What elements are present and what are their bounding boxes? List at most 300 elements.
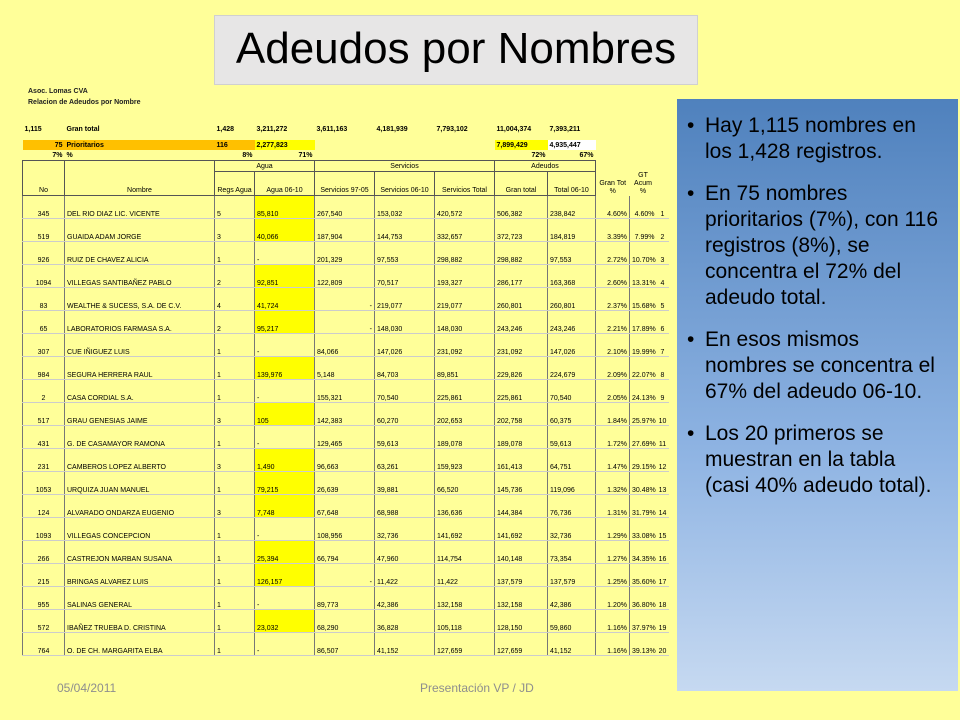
row-regs-agua: 1 — [215, 472, 255, 495]
percent-gran-total: 72% — [531, 151, 546, 159]
row-rank: 1 — [657, 196, 669, 219]
row-gran-total: 144,384 — [495, 495, 548, 518]
row-gran-tot-pct: 2.21% — [596, 311, 630, 334]
row-nombre: CASA CORDIAL S.A. — [65, 380, 215, 403]
row-servicios-06-10: 63,261 — [375, 449, 435, 472]
row-gran-total: 243,246 — [495, 311, 548, 334]
row-gt-acum-pct: 4.60% — [630, 196, 657, 219]
total-serv-97-05: 3,611,163 — [316, 125, 348, 133]
col-header-gt-acum-pct: GT Acum % — [634, 171, 652, 195]
row-total-06-10: 137,579 — [548, 564, 596, 587]
col-header-total-06-10: Total 06-10 — [548, 172, 596, 196]
row-agua-06-10: 1,490 — [255, 449, 315, 472]
row-gt-acum-pct: 33.08% — [630, 518, 657, 541]
row-servicios-97-05: 5,148 — [315, 357, 375, 380]
row-servicios-97-05: 155,321 — [315, 380, 375, 403]
row-total-06-10: 224,679 — [548, 357, 596, 380]
row-total-06-10: 238,842 — [548, 196, 596, 219]
total-serv-06-10: 4,181,939 — [376, 125, 408, 133]
row-agua-06-10: 95,217 — [255, 311, 315, 334]
row-nombre: LABORATORIOS FARMASA S.A. — [65, 311, 215, 334]
row-servicios-06-10: 153,032 — [375, 196, 435, 219]
row-servicios-06-10: 97,553 — [375, 242, 435, 265]
row-total-06-10: 260,801 — [548, 288, 596, 311]
table-row — [23, 518, 669, 541]
row-gran-total: 231,092 — [495, 334, 548, 357]
row-gran-tot-pct: 1.84% — [596, 403, 630, 426]
table-row — [23, 426, 669, 449]
group-header-servicios: Servicios — [315, 161, 495, 172]
row-no: 124 — [23, 495, 65, 518]
row-gt-acum-pct: 27.69% — [630, 426, 657, 449]
row-no: 266 — [23, 541, 65, 564]
row-gran-total: 229,826 — [495, 357, 548, 380]
row-servicios-total: 89,851 — [435, 357, 495, 380]
row-rank: 9 — [657, 380, 669, 403]
priority-06-10: 4,935,447 — [548, 140, 596, 150]
row-regs-agua: 1 — [215, 426, 255, 449]
summary-panel — [677, 99, 958, 691]
row-gran-tot-pct: 2.72% — [596, 242, 630, 265]
row-servicios-06-10: 39,881 — [375, 472, 435, 495]
row-servicios-97-05: 89,773 — [315, 587, 375, 610]
row-servicios-total: 298,882 — [435, 242, 495, 265]
row-no: 345 — [23, 196, 65, 219]
row-agua-06-10: 79,215 — [255, 472, 315, 495]
row-gran-tot-pct: 1.32% — [596, 472, 630, 495]
row-no: 1093 — [23, 518, 65, 541]
row-total-06-10: 32,736 — [548, 518, 596, 541]
row-agua-06-10: 126,157 — [255, 564, 315, 587]
row-rank: 8 — [657, 357, 669, 380]
bullet-total-names: • Hay 1,115 nombres en los 1,428 registros. — [705, 113, 944, 165]
row-servicios-06-10: 144,753 — [375, 219, 435, 242]
row-total-06-10: 41,152 — [548, 633, 596, 656]
row-servicios-06-10: 59,613 — [375, 426, 435, 449]
table-row — [23, 403, 669, 426]
col-header-servicios-97-05: Servicios 97-05 — [315, 172, 375, 196]
row-rank: 16 — [657, 541, 669, 564]
table-row — [23, 564, 669, 587]
row-servicios-97-05: 122,809 — [315, 265, 375, 288]
row-servicios-total: 66,520 — [435, 472, 495, 495]
row-rank: 3 — [657, 242, 669, 265]
data-rows — [23, 196, 669, 656]
row-agua-06-10: - — [255, 380, 315, 403]
row-gran-total: 506,382 — [495, 196, 548, 219]
row-no: 1053 — [23, 472, 65, 495]
priority-label: Prioritarios — [65, 140, 215, 150]
row-nombre: RUIZ DE CHAVEZ ALICIA — [65, 242, 215, 265]
group-header-row — [23, 161, 669, 172]
row-no: 231 — [23, 449, 65, 472]
table-row — [23, 265, 669, 288]
row-no: 955 — [23, 587, 65, 610]
row-servicios-97-05: - — [315, 288, 375, 311]
col-header-no: No — [23, 161, 65, 196]
row-rank: 18 — [657, 587, 669, 610]
row-total-06-10: 243,246 — [548, 311, 596, 334]
row-servicios-97-05: - — [315, 564, 375, 587]
row-rank: 4 — [657, 265, 669, 288]
row-gran-tot-pct: 1.16% — [596, 633, 630, 656]
row-no: 572 — [23, 610, 65, 633]
row-agua-06-10: 85,810 — [255, 196, 315, 219]
row-regs-agua: 1 — [215, 518, 255, 541]
row-gran-tot-pct: 2.10% — [596, 334, 630, 357]
row-agua-06-10: 23,032 — [255, 610, 315, 633]
row-servicios-97-05: 86,507 — [315, 633, 375, 656]
row-no: 2 — [23, 380, 65, 403]
row-nombre: ALVARADO ONDARZA EUGENIO — [65, 495, 215, 518]
row-no: 83 — [23, 288, 65, 311]
row-rank: 14 — [657, 495, 669, 518]
row-regs-agua: 3 — [215, 403, 255, 426]
row-nombre: GRAU GENESIAS JAIME — [65, 403, 215, 426]
row-servicios-97-05: 201,329 — [315, 242, 375, 265]
row-servicios-06-10: 36,828 — [375, 610, 435, 633]
row-servicios-total: 136,636 — [435, 495, 495, 518]
col-header-servicios-06-10: Servicios 06-10 — [375, 172, 435, 196]
row-servicios-total: 11,422 — [435, 564, 495, 587]
row-total-06-10: 42,386 — [548, 587, 596, 610]
row-gran-total: 161,413 — [495, 449, 548, 472]
row-gran-total: 128,150 — [495, 610, 548, 633]
row-gt-acum-pct: 13.31% — [630, 265, 657, 288]
row-nombre: G. DE CASAMAYOR RAMONA — [65, 426, 215, 449]
table-row — [23, 242, 669, 265]
row-total-06-10: 59,860 — [548, 610, 596, 633]
row-servicios-total: 127,659 — [435, 633, 495, 656]
row-servicios-97-05: 66,794 — [315, 541, 375, 564]
row-nombre: SALINAS GENERAL — [65, 587, 215, 610]
row-regs-agua: 1 — [215, 357, 255, 380]
row-nombre: CUE IÑIGUEZ LUIS — [65, 334, 215, 357]
percent-count: 7% — [52, 151, 63, 159]
row-servicios-06-10: 60,270 — [375, 403, 435, 426]
row-no: 1094 — [23, 265, 65, 288]
row-nombre: VILLEGAS SANTIBAÑEZ PABLO — [65, 265, 215, 288]
row-agua-06-10: 92,851 — [255, 265, 315, 288]
row-agua-06-10: - — [255, 334, 315, 357]
row-total-06-10: 147,026 — [548, 334, 596, 357]
row-gt-acum-pct: 22.07% — [630, 357, 657, 380]
table-row — [23, 196, 669, 219]
row-gt-acum-pct: 37.97% — [630, 610, 657, 633]
row-gran-total: 298,882 — [495, 242, 548, 265]
row-gt-acum-pct: 25.97% — [630, 403, 657, 426]
row-servicios-06-10: 47,960 — [375, 541, 435, 564]
row-gt-acum-pct: 29.15% — [630, 449, 657, 472]
row-nombre: O. DE CH. MARGARITA ELBA — [65, 633, 215, 656]
row-gran-total: 140,148 — [495, 541, 548, 564]
row-rank: 19 — [657, 610, 669, 633]
row-servicios-06-10: 84,703 — [375, 357, 435, 380]
row-gran-total: 137,579 — [495, 564, 548, 587]
row-servicios-06-10: 70,540 — [375, 380, 435, 403]
row-nombre: CAMBEROS LOPEZ ALBERTO — [65, 449, 215, 472]
row-gt-acum-pct: 7.99% — [630, 219, 657, 242]
row-regs-agua: 1 — [215, 564, 255, 587]
row-total-06-10: 119,096 — [548, 472, 596, 495]
row-gran-total: 225,861 — [495, 380, 548, 403]
row-nombre: WEALTHE & SUCESS, S.A. DE C.V. — [65, 288, 215, 311]
row-total-06-10: 64,751 — [548, 449, 596, 472]
row-gran-tot-pct: 2.05% — [596, 380, 630, 403]
table-row — [23, 587, 669, 610]
row-gran-tot-pct: 1.29% — [596, 518, 630, 541]
row-gt-acum-pct: 31.79% — [630, 495, 657, 518]
row-gran-total: 132,158 — [495, 587, 548, 610]
row-servicios-06-10: 70,517 — [375, 265, 435, 288]
row-gt-acum-pct: 30.48% — [630, 472, 657, 495]
row-regs-agua: 1 — [215, 541, 255, 564]
row-servicios-total: 159,923 — [435, 449, 495, 472]
row-servicios-97-05: 142,383 — [315, 403, 375, 426]
percent-row — [23, 150, 669, 161]
bullet-top-20: • Los 20 primeros se muestran en la tabla (casi 40% adeudo total). — [705, 421, 944, 499]
row-servicios-97-05: 68,290 — [315, 610, 375, 633]
row-no: 215 — [23, 564, 65, 587]
row-servicios-97-05: 187,904 — [315, 219, 375, 242]
row-agua-06-10: - — [255, 587, 315, 610]
row-total-06-10: 60,375 — [548, 403, 596, 426]
row-regs-agua: 1 — [215, 242, 255, 265]
row-total-06-10: 73,354 — [548, 541, 596, 564]
row-gran-tot-pct: 3.39% — [596, 219, 630, 242]
row-agua-06-10: - — [255, 518, 315, 541]
row-no: 519 — [23, 219, 65, 242]
table-row — [23, 495, 669, 518]
row-nombre: BRINGAS ALVAREZ LUIS — [65, 564, 215, 587]
row-rank: 11 — [657, 426, 669, 449]
row-gran-tot-pct: 1.27% — [596, 541, 630, 564]
row-servicios-97-05: 129,465 — [315, 426, 375, 449]
table-row — [23, 633, 669, 656]
row-no: 926 — [23, 242, 65, 265]
row-rank: 20 — [657, 633, 669, 656]
row-servicios-06-10: 68,988 — [375, 495, 435, 518]
table-row — [23, 288, 669, 311]
sheet-org-name: Asoc. Lomas CVA — [28, 88, 88, 95]
row-gt-acum-pct: 15.68% — [630, 288, 657, 311]
row-total-06-10: 184,819 — [548, 219, 596, 242]
row-servicios-06-10: 219,077 — [375, 288, 435, 311]
row-no: 517 — [23, 403, 65, 426]
row-nombre: URQUIZA JUAN MANUEL — [65, 472, 215, 495]
row-servicios-06-10: 148,030 — [375, 311, 435, 334]
row-rank: 17 — [657, 564, 669, 587]
total-agua: 3,211,272 — [256, 125, 288, 133]
col-header-gran-total: Gran total — [495, 172, 548, 196]
row-servicios-97-05: 84,066 — [315, 334, 375, 357]
row-agua-06-10: 139,976 — [255, 357, 315, 380]
row-gran-total: 127,659 — [495, 633, 548, 656]
row-no: 764 — [23, 633, 65, 656]
row-regs-agua: 5 — [215, 196, 255, 219]
priority-count: 75 — [23, 140, 65, 150]
row-servicios-06-10: 42,386 — [375, 587, 435, 610]
row-servicios-total: 132,158 — [435, 587, 495, 610]
row-agua-06-10: - — [255, 426, 315, 449]
row-rank: 5 — [657, 288, 669, 311]
row-gran-total: 141,692 — [495, 518, 548, 541]
row-servicios-total: 148,030 — [435, 311, 495, 334]
percent-agua: 71% — [298, 151, 313, 159]
row-rank: 10 — [657, 403, 669, 426]
bullet-priority-06-10: • En esos mismos nombres se concentra el 67% del adeudo 06-10. — [705, 327, 944, 405]
row-servicios-total: 420,572 — [435, 196, 495, 219]
row-gran-total: 189,078 — [495, 426, 548, 449]
total-label: Gran total — [66, 125, 100, 133]
table-row — [23, 357, 669, 380]
row-servicios-total: 332,657 — [435, 219, 495, 242]
row-servicios-06-10: 41,152 — [375, 633, 435, 656]
row-gt-acum-pct: 34.35% — [630, 541, 657, 564]
row-servicios-total: 189,078 — [435, 426, 495, 449]
total-count: 1,115 — [24, 125, 42, 133]
row-gran-tot-pct: 2.09% — [596, 357, 630, 380]
row-regs-agua: 1 — [215, 633, 255, 656]
row-servicios-06-10: 147,026 — [375, 334, 435, 357]
row-regs-agua: 1 — [215, 334, 255, 357]
row-nombre: CASTREJON MARBAN SUSANA — [65, 541, 215, 564]
row-total-06-10: 76,736 — [548, 495, 596, 518]
row-regs-agua: 3 — [215, 219, 255, 242]
footer-date: 05/04/2011 — [57, 681, 117, 695]
table-row — [23, 219, 669, 242]
row-servicios-97-05: 267,540 — [315, 196, 375, 219]
priority-gran-total: 7,899,429 — [495, 140, 548, 150]
row-servicios-97-05: 108,956 — [315, 518, 375, 541]
row-gt-acum-pct: 39.13% — [630, 633, 657, 656]
col-header-regs-agua: Regs Agua — [215, 172, 255, 196]
row-total-06-10: 70,540 — [548, 380, 596, 403]
row-nombre: GUAIDA ADAM JORGE — [65, 219, 215, 242]
table-row — [23, 311, 669, 334]
row-gran-total: 202,758 — [495, 403, 548, 426]
row-no: 431 — [23, 426, 65, 449]
row-regs-agua: 1 — [215, 587, 255, 610]
row-rank: 13 — [657, 472, 669, 495]
percent-06-10: 67% — [579, 151, 594, 159]
col-header-nombre: Nombre — [65, 161, 215, 196]
row-gran-tot-pct: 1.16% — [596, 610, 630, 633]
row-gt-acum-pct: 36.80% — [630, 587, 657, 610]
row-rank: 15 — [657, 518, 669, 541]
row-rank: 7 — [657, 334, 669, 357]
debt-table — [22, 124, 669, 656]
bullet-priority-names: • En 75 nombres prioritarios (7%), con 116 registros (8%), se concentra el 72% del adeudo total. — [705, 181, 944, 311]
row-agua-06-10: 41,724 — [255, 288, 315, 311]
row-rank: 6 — [657, 311, 669, 334]
row-regs-agua: 1 — [215, 380, 255, 403]
total-06-10: 7,393,211 — [549, 125, 581, 133]
row-regs-agua: 1 — [215, 610, 255, 633]
row-agua-06-10: 7,748 — [255, 495, 315, 518]
row-total-06-10: 163,368 — [548, 265, 596, 288]
row-rank: 2 — [657, 219, 669, 242]
row-gran-tot-pct: 1.20% — [596, 587, 630, 610]
col-header-agua-06-10: Agua 06-10 — [255, 172, 315, 196]
row-servicios-total: 202,653 — [435, 403, 495, 426]
priority-regs: 116 — [215, 140, 255, 150]
row-gt-acum-pct: 35.60% — [630, 564, 657, 587]
row-servicios-97-05: 96,663 — [315, 449, 375, 472]
row-servicios-06-10: 32,736 — [375, 518, 435, 541]
col-header-gran-tot-pct: Gran Tot % — [599, 179, 627, 195]
row-gran-total: 145,736 — [495, 472, 548, 495]
row-agua-06-10: 25,394 — [255, 541, 315, 564]
row-regs-agua: 3 — [215, 495, 255, 518]
row-gran-tot-pct: 4.60% — [596, 196, 630, 219]
row-gt-acum-pct: 17.89% — [630, 311, 657, 334]
row-gt-acum-pct: 24.13% — [630, 380, 657, 403]
row-agua-06-10: 105 — [255, 403, 315, 426]
sheet-report-name: Relacion de Adeudos por Nombre — [28, 99, 141, 106]
row-agua-06-10: 40,066 — [255, 219, 315, 242]
row-gran-tot-pct: 1.25% — [596, 564, 630, 587]
percent-regs: 8% — [242, 151, 253, 159]
row-servicios-97-05: 67,648 — [315, 495, 375, 518]
total-gran-total: 11,004,374 — [496, 125, 532, 133]
total-row — [23, 124, 669, 134]
percent-label: % — [66, 151, 73, 159]
priority-row — [23, 140, 669, 150]
row-servicios-97-05: - — [315, 311, 375, 334]
row-rank: 12 — [657, 449, 669, 472]
row-no: 307 — [23, 334, 65, 357]
priority-agua: 2,277,823 — [255, 140, 315, 150]
row-no: 984 — [23, 357, 65, 380]
summary-list — [677, 99, 958, 499]
table-row — [23, 541, 669, 564]
row-gt-acum-pct: 10.70% — [630, 242, 657, 265]
row-servicios-total: 114,754 — [435, 541, 495, 564]
row-total-06-10: 97,553 — [548, 242, 596, 265]
row-servicios-total: 219,077 — [435, 288, 495, 311]
row-no: 65 — [23, 311, 65, 334]
row-nombre: SEGURA HERRERA RAUL — [65, 357, 215, 380]
row-gran-tot-pct: 1.31% — [596, 495, 630, 518]
table-row — [23, 472, 669, 495]
total-regs: 1,428 — [216, 125, 235, 133]
footer-center: Presentación VP / JD — [420, 681, 534, 695]
col-header-servicios-total: Servicios Total — [435, 172, 495, 196]
row-regs-agua: 4 — [215, 288, 255, 311]
group-header-agua: Agua — [215, 161, 315, 172]
row-nombre: DEL RIO DIAZ LIC. VICENTE — [65, 196, 215, 219]
row-nombre: IBAÑEZ TRUEBA D. CRISTINA — [65, 610, 215, 633]
row-agua-06-10: - — [255, 242, 315, 265]
row-gran-total: 286,177 — [495, 265, 548, 288]
row-gran-tot-pct: 1.47% — [596, 449, 630, 472]
row-gran-tot-pct: 1.72% — [596, 426, 630, 449]
row-gran-tot-pct: 2.60% — [596, 265, 630, 288]
group-header-adeudos: Adeudos — [495, 161, 596, 172]
table-row — [23, 380, 669, 403]
row-regs-agua: 2 — [215, 265, 255, 288]
row-gran-total: 372,723 — [495, 219, 548, 242]
row-regs-agua: 3 — [215, 449, 255, 472]
row-total-06-10: 59,613 — [548, 426, 596, 449]
table-row — [23, 610, 669, 633]
row-nombre: VILLEGAS CONCEPCION — [65, 518, 215, 541]
row-servicios-total: 105,118 — [435, 610, 495, 633]
row-servicios-97-05: 26,639 — [315, 472, 375, 495]
row-gt-acum-pct: 19.99% — [630, 334, 657, 357]
row-servicios-total: 193,327 — [435, 265, 495, 288]
